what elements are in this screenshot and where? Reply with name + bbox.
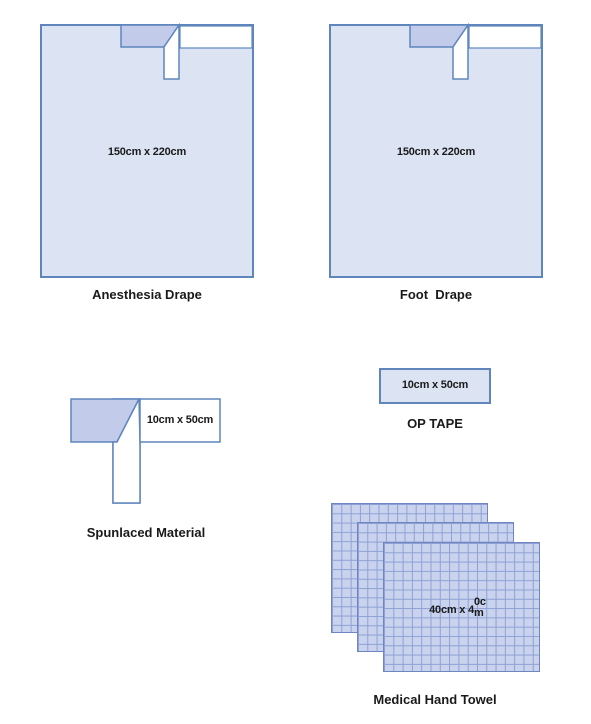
towel-caption: Medical Hand Towel xyxy=(373,692,497,707)
foot-drape-caption: Foot Drape xyxy=(399,287,473,302)
spunlaced-material-caption: Spunlaced Material xyxy=(86,525,206,540)
towel-dimension: 40cm x 4 xyxy=(429,604,474,616)
spunlaced-material-dimension: 10cm x 50cm xyxy=(146,414,214,426)
towel-dimension-suffix: 0c m xyxy=(474,596,486,619)
anesthesia-drape-caption: Anesthesia Drape xyxy=(92,287,202,302)
op-tape-caption: OP TAPE xyxy=(407,416,463,431)
anesthesia-drape-dimension: 150cm x 220cm xyxy=(107,146,187,158)
op-tape-dimension: 10cm x 50cm xyxy=(401,379,469,391)
foot-drape-dimension: 150cm x 220cm xyxy=(396,146,476,158)
